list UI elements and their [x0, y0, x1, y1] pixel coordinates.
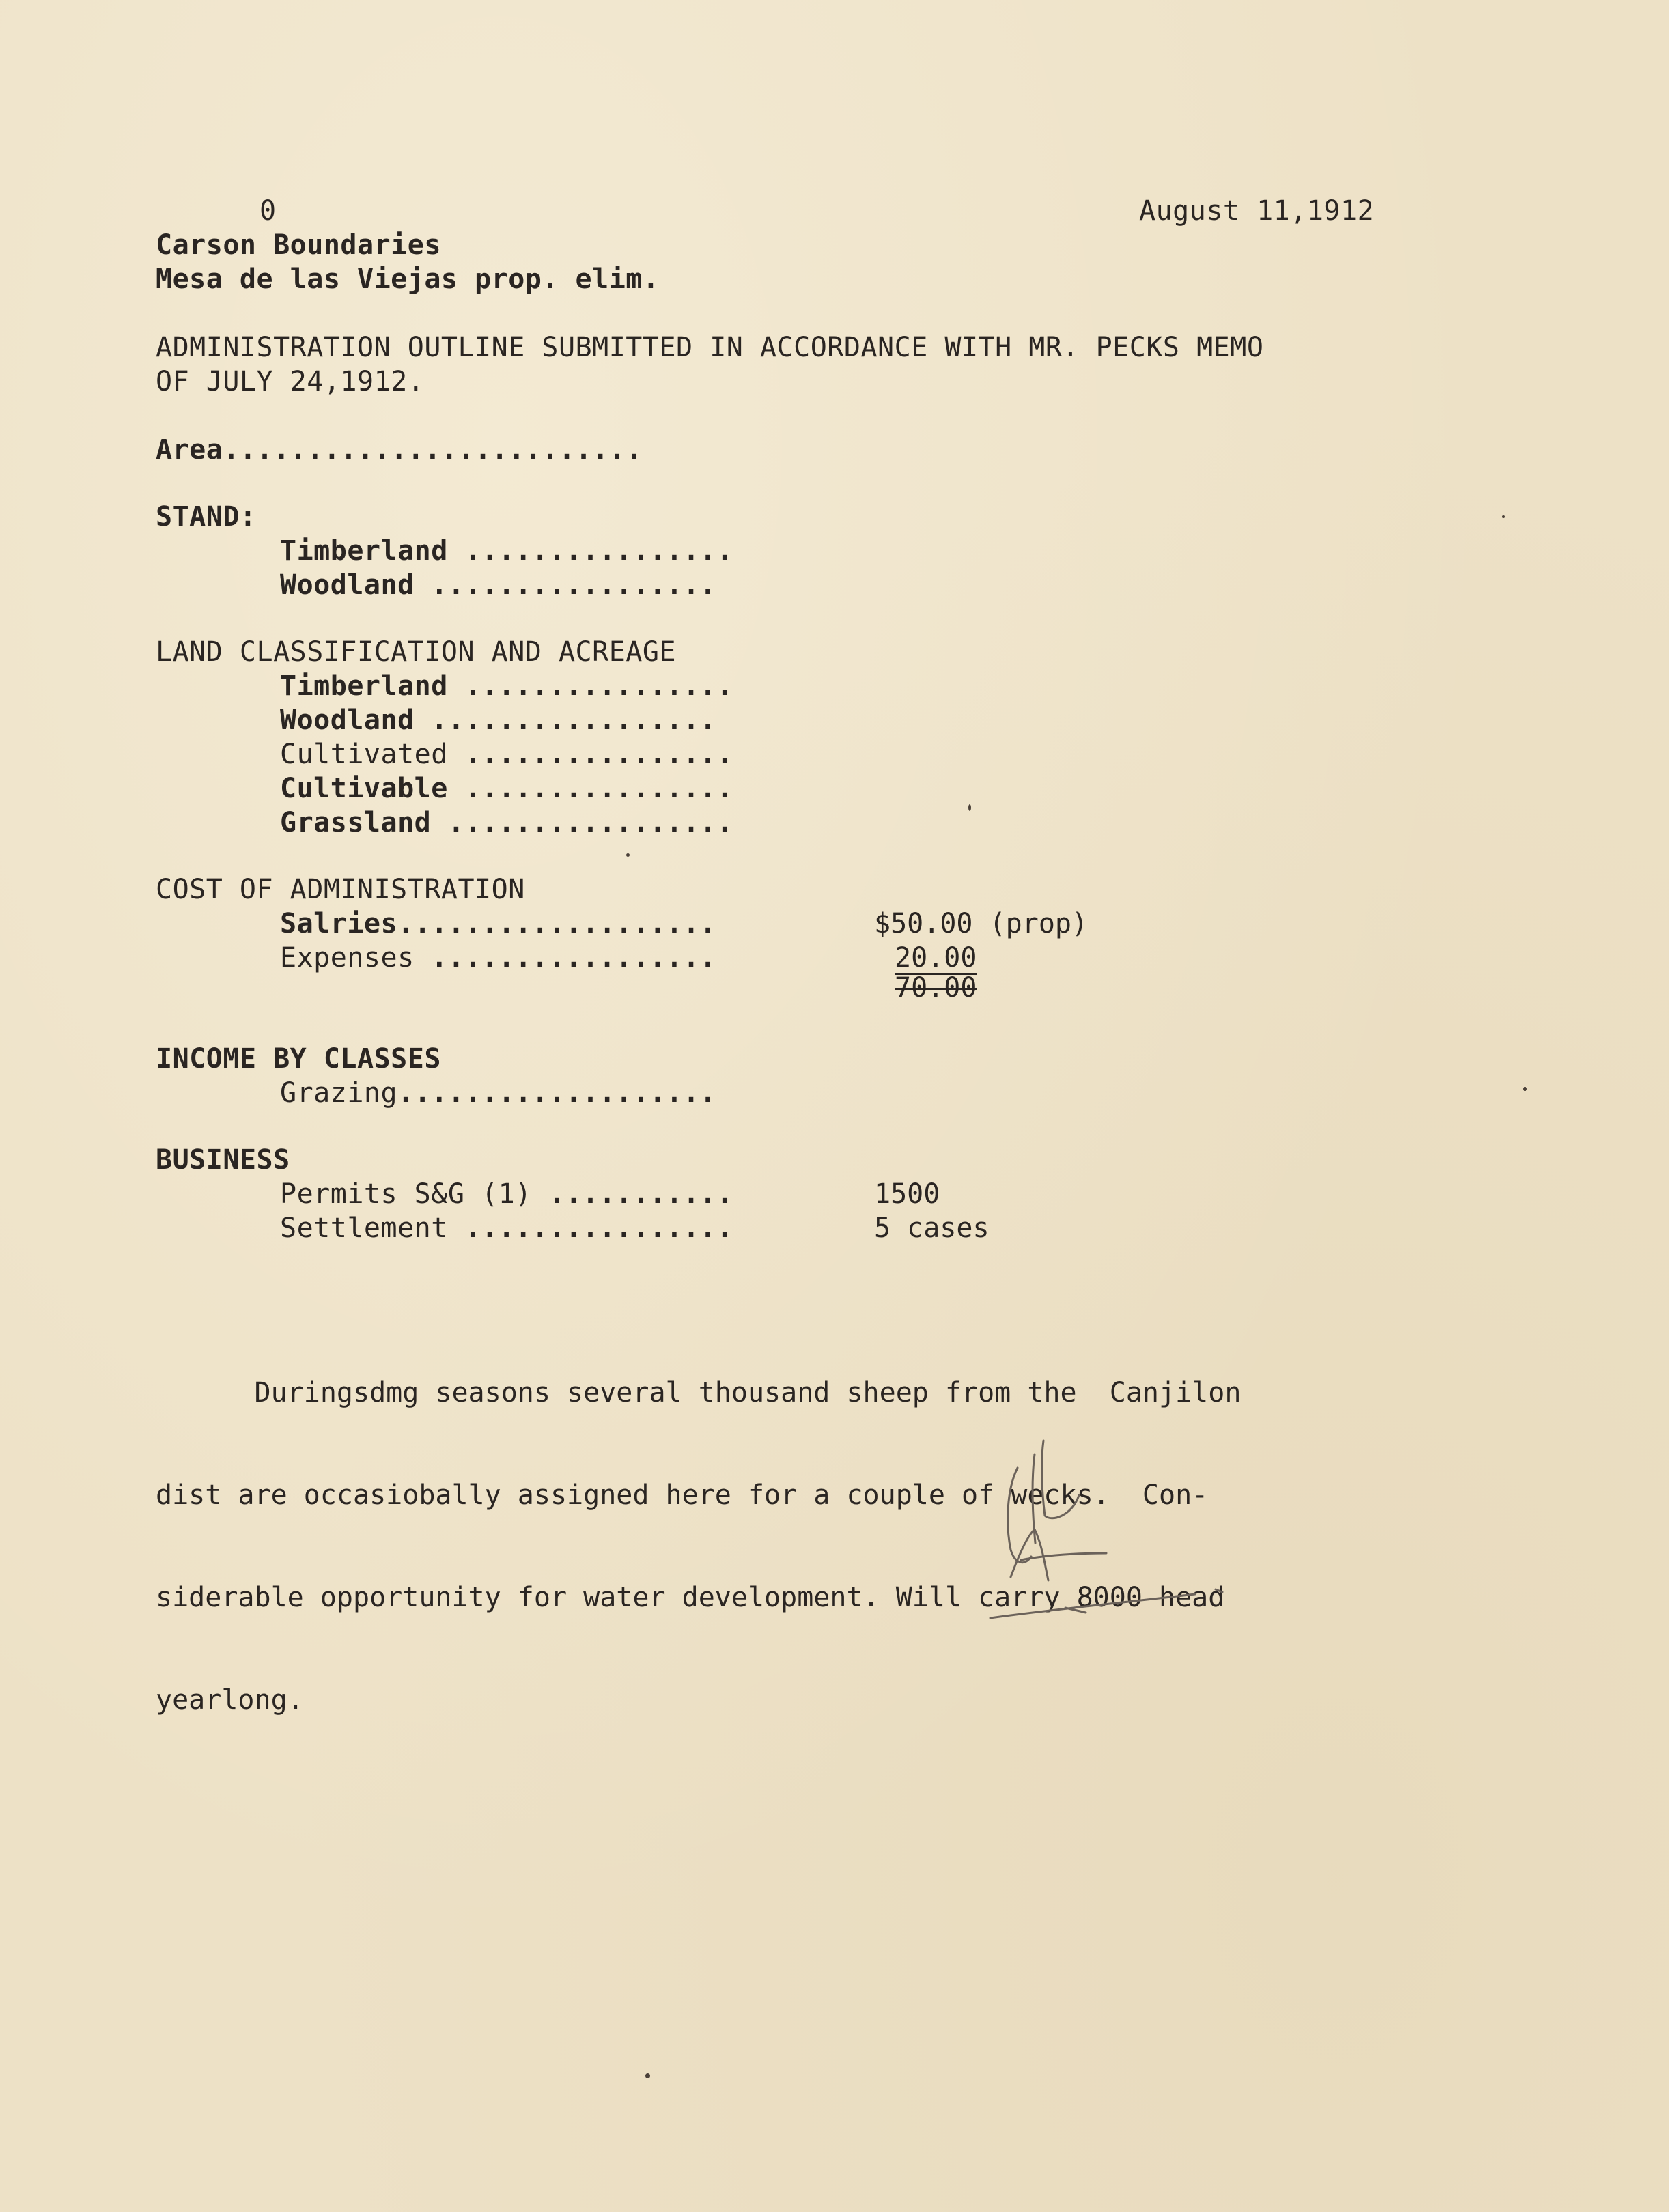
land-item-label: Timberland [280, 670, 448, 702]
remarks-line-4: yearlong. [156, 1684, 304, 1716]
land-item-label: Cultivated [280, 739, 448, 770]
stand-item-leader: ................ [447, 535, 733, 567]
stand-item-leader: ................. [414, 569, 717, 601]
settlement-row [280, 1211, 733, 1245]
income-heading [156, 1042, 441, 1076]
business-heading: BUSINESS [156, 1144, 290, 1176]
paper-speck [968, 804, 971, 811]
permits-value: 1500 [874, 1178, 940, 1210]
expenses-label: Expenses [280, 942, 415, 974]
stand-heading: STAND: [156, 501, 257, 533]
land-item-label: Grassland [280, 807, 432, 838]
paper-speck [1523, 1087, 1527, 1091]
land-item-label: Woodland [280, 705, 415, 736]
paper-speck [1502, 515, 1505, 518]
land-item-leader: ................. [414, 705, 717, 736]
grazing-row [280, 1076, 716, 1110]
land-item-grassland [280, 806, 733, 840]
salaries-label: Salries [280, 908, 398, 939]
title-line-2: OF JULY 24,1912. [156, 366, 425, 397]
salaries-leader: ................... [397, 908, 717, 939]
land-item-label: Cultivable [280, 773, 448, 804]
page-number: 0 [260, 195, 277, 227]
land-item-woodland [280, 703, 716, 737]
land-item-leader: ................ [447, 670, 733, 702]
settlement-value: 5 cases [874, 1213, 990, 1244]
area-row [156, 433, 643, 467]
settlement-label: Settlement [280, 1213, 448, 1244]
stand-item-woodland [280, 568, 716, 602]
permits-row [280, 1177, 733, 1211]
income-heading-text: INCOME BY CLASSES [156, 1043, 441, 1075]
title-line-1: ADMINISTRATION OUTLINE SUBMITTED IN ACCORDANCE WITH MR. PECKS MEMO [156, 332, 1264, 363]
land-item-leader: ................ [447, 739, 733, 770]
grazing-label: Grazing [280, 1077, 398, 1109]
land-item-leader: ................ [447, 773, 733, 804]
area-leader: ......................... [223, 434, 643, 466]
stand-item-timberland [280, 534, 733, 568]
salaries-value: $50.00 (prop) [874, 908, 1089, 939]
remarks-line-3: siderable opportunity for water development. Will carry 8000 head [156, 1582, 1225, 1613]
area-label: Area [156, 434, 223, 466]
expenses-leader: ................. [414, 942, 717, 974]
permits-label: Permits S&G (1) [280, 1178, 532, 1210]
remarks-line-1: Duringsdmg seasons several thousand sheep from the Canjilon [156, 1377, 1242, 1408]
total-cost-value: 70.00 [895, 972, 977, 1004]
remarks-paragraph [156, 1307, 1549, 1785]
land-item-cultivated [280, 737, 733, 771]
grazing-leader: ................... [397, 1077, 717, 1109]
land-item-leader: ................. [431, 807, 733, 838]
remarks-line-2: dist are occasiobally assigned here for a couple of wecks. Con- [156, 1479, 1209, 1511]
paper-speck [645, 2073, 650, 2078]
land-item-cultivable [280, 771, 733, 806]
stand-item-label: Timberland [280, 535, 448, 567]
permits-leader: ........... [531, 1178, 733, 1210]
document-date: August 11,1912 [1139, 195, 1375, 227]
settlement-leader: ................ [447, 1213, 733, 1244]
cost-salaries-row [280, 907, 716, 941]
subject-line-2: Mesa de las Viejas prop. elim. [156, 264, 660, 295]
pencil-signature [970, 1413, 1229, 1632]
paper-speck [626, 853, 630, 857]
stand-item-label: Woodland [280, 569, 415, 601]
cost-heading: COST OF ADMINISTRATION [156, 874, 525, 905]
expenses-value: 20.00 [895, 942, 977, 974]
cost-expenses-row [280, 941, 716, 975]
land-classification-heading: LAND CLASSIFICATION AND ACREAGE [156, 636, 677, 668]
land-item-timberland [280, 669, 733, 703]
subject-line-1: Carson Boundaries [156, 229, 441, 261]
